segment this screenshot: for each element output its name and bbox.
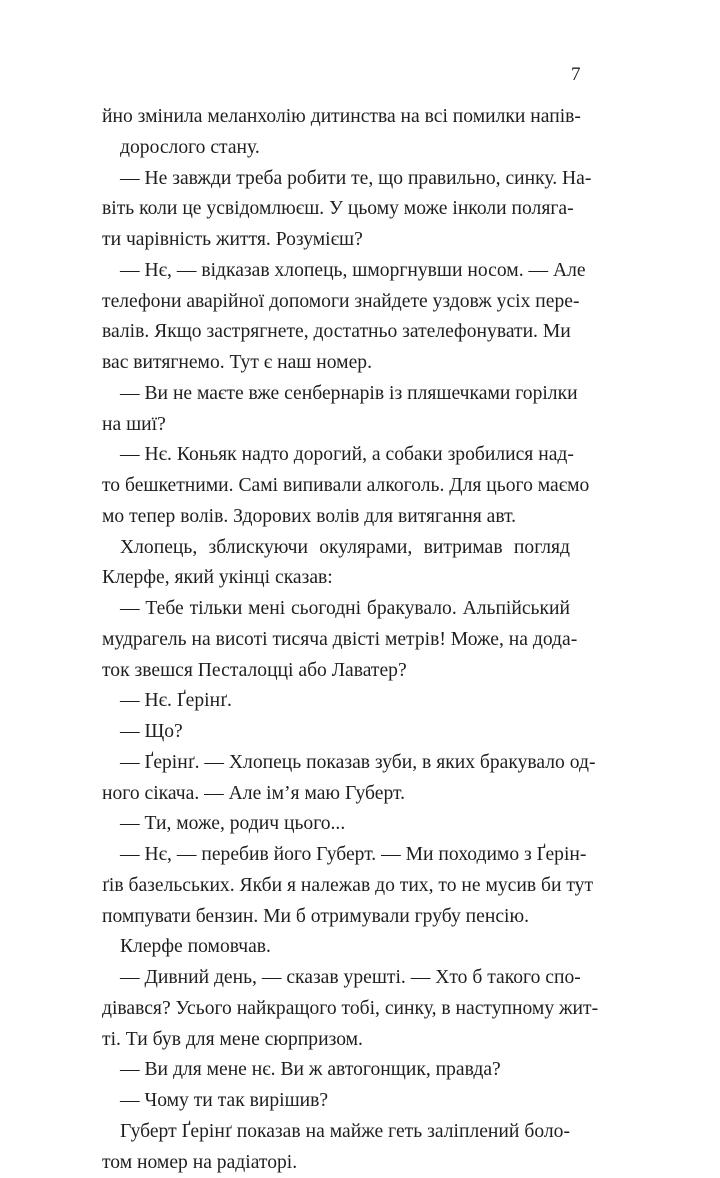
text-line: мо тепер волів. Здорових волів для витягання авт.	[102, 502, 570, 533]
text-line: — Дивний день, — сказав урешті. — Хто б такого спо-	[102, 963, 570, 994]
text-line: Клерфе помовчав.	[102, 932, 570, 963]
text-line: — Ви для мене нє. Ви ж автогонщик, правда?	[102, 1055, 570, 1086]
body-text	[102, 102, 570, 1178]
text-line: ті. Ти був для мене сюрпризом.	[102, 1025, 570, 1056]
text-line: — Нє, — перебив його Губерт. — Ми походимо з Ґерін-	[102, 840, 570, 871]
text-line: — Нє, — відказав хлопець, шморгнувши носом. — Але	[102, 256, 570, 287]
page-number: 7	[571, 62, 581, 88]
text-line: — Ти, може, родич цього...	[102, 809, 570, 840]
text-line: — Ви не маєте вже сенбернарів із пляшечками горілки	[102, 379, 570, 410]
text-line: ти чарівність життя. Розумієш?	[102, 225, 570, 256]
text-line: — Ґерінґ. — Хлопець показав зуби, в яких бракувало од-	[102, 748, 570, 779]
text-line: то бешкетними. Самі випивали алкоголь. Для цього маємо	[102, 471, 570, 502]
text-line: Клерфе, який укінці сказав:	[102, 563, 570, 594]
text-line: Губерт Ґерінґ показав на майже геть заліплений боло-	[102, 1117, 570, 1148]
text-line: телефони аварійної допомоги знайдете уздовж усіх пере-	[102, 287, 570, 318]
text-line: — Чому ти так вирішив?	[102, 1086, 570, 1117]
text-line: на шиї?	[102, 410, 570, 441]
text-line: мудрагель на висоті тисяча двісті метрів! Може, на дода-	[102, 625, 570, 656]
text-line: віть коли це усвідомлюєш. У цьому може інколи поляга-	[102, 194, 570, 225]
text-line: ґів базельських. Якби я належав до тих, то не мусив би тут	[102, 871, 570, 902]
text-line: йно змінила меланхолію дитинства на всі помилки напів-	[102, 102, 570, 133]
text-line: валів. Якщо застрягнете, достатньо зателефонувати. Ми	[102, 317, 570, 348]
text-line: Хлопець, зблискуючи окулярами, витримав погляд	[102, 533, 570, 564]
text-line: — Нє. Коньяк надто дорогий, а собаки зробилися над-	[102, 440, 570, 471]
text-line: помпувати бензин. Ми б отримували грубу пенсію.	[102, 902, 570, 933]
text-line: — Не завжди треба робити те, що правильно, синку. На-	[102, 164, 570, 195]
text-line: — Тебе тільки мені сьогодні бракувало. Альпійський	[102, 594, 570, 625]
text-line: — Нє. Ґерінґ.	[102, 686, 570, 717]
text-line: вас витягнемо. Тут є наш номер.	[102, 348, 570, 379]
text-line: ток звешся Песталоцці або Лаватер?	[102, 656, 570, 687]
text-line: ного сікача. — Але ім’я маю Губерт.	[102, 779, 570, 810]
text-line: дівався? Усього найкращого тобі, синку, в наступному жит-	[102, 994, 570, 1025]
text-line: — Що?	[102, 717, 570, 748]
text-line: дорослого стану.	[102, 133, 570, 164]
text-line: том номер на радіаторі.	[102, 1148, 570, 1178]
